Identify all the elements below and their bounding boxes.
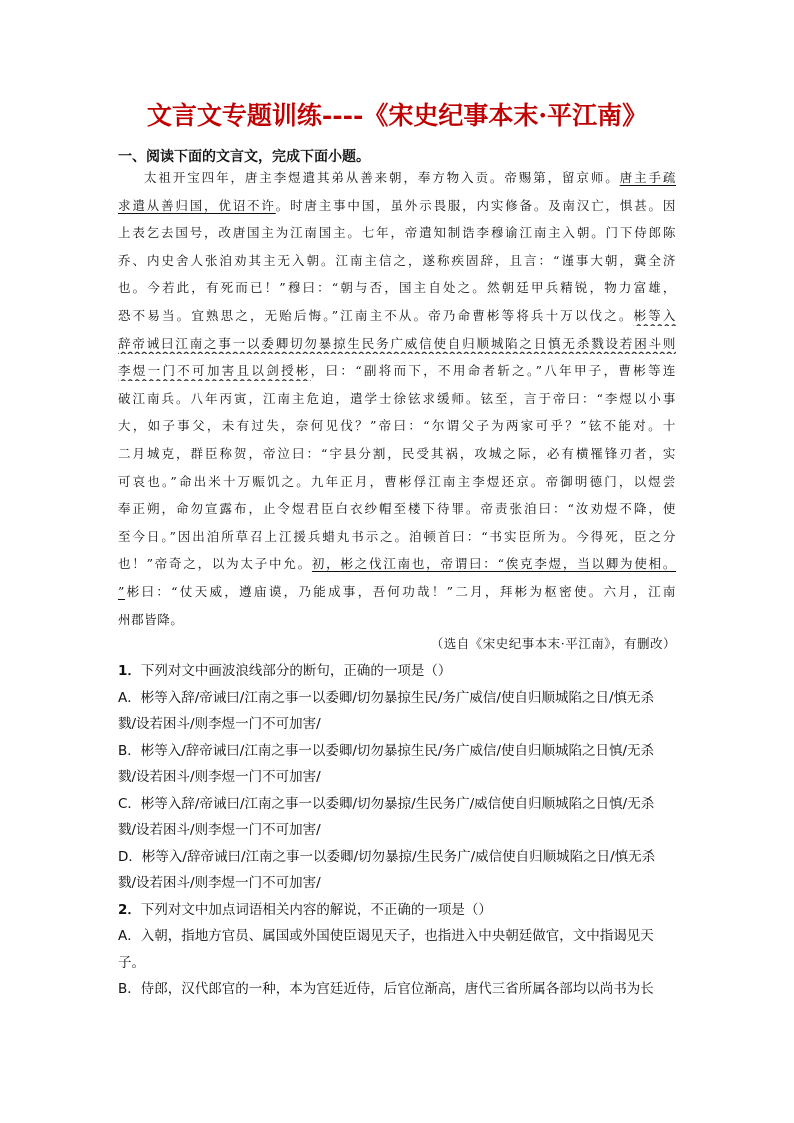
passage-segment: 奉正朔，命勿宣露布，止令煜君臣白衣纱帽至楼下待罪。帝责张洎曰：“汝劝煜不降，使 bbox=[118, 501, 676, 517]
passage-segment: 恐不易当。宜熟思之，无贻后悔。”江南主不从。帝乃命曹彬等将兵十万以伐之。 bbox=[118, 308, 634, 323]
passage-line bbox=[118, 278, 676, 298]
underlined-text: 唐主手疏 bbox=[619, 170, 676, 185]
passage-line bbox=[118, 196, 676, 216]
passage-segment: 至今日。”因出洎所草召上江援兵蜡丸书示之。洎顿首曰：“书实臣所为。今得死，臣之分 bbox=[118, 528, 676, 544]
passage-line bbox=[118, 361, 676, 381]
passage-line bbox=[118, 416, 676, 436]
option-text: A．彬等入辞/帝诫曰/江南之事一以委卿/切勿暴掠生民/务广威信/使自归顺城陷之日/慎无杀 bbox=[118, 689, 655, 706]
underlined-text: ” bbox=[118, 584, 125, 599]
answer-option-continued bbox=[118, 765, 678, 785]
option-text-continued: 戮/设若困斗/则李煜一门不可加害/ bbox=[118, 769, 321, 785]
question-text: 下列对文中加点词语相关内容的解说，不正确的一项是（） bbox=[140, 901, 492, 918]
passage-line bbox=[118, 306, 676, 326]
question-number: 1． bbox=[118, 663, 141, 679]
wavy-underlined-text: 彬等入 bbox=[633, 308, 676, 323]
option-text-continued: 戮/设若困斗/则李煜一门不可加害/ bbox=[118, 875, 321, 891]
passage-segment: 可哀也。”命出米十万赈饥之。九年正月，曹彬俘江南主李煜还京。帝御明德门，以煜尝 bbox=[118, 473, 676, 489]
question-prompt bbox=[118, 898, 678, 918]
document-title: 文言文专题训练----《宋史纪事本末·平江南》 bbox=[146, 101, 648, 130]
passage-segment: 大，如子事父，未有过失，奈何见伐？”帝曰：“尔谓父子为两家可乎？”铉不能对。十 bbox=[118, 418, 676, 434]
passage-segment: 彬曰：“仗天威，遵庙谟，乃能成事，吾何功哉！”二月，拜彬为枢密使。六月，江南 bbox=[125, 584, 676, 599]
section-heading: 一、阅读下面的文言文，完成下面小题。 bbox=[118, 149, 370, 165]
wavy-underlined-text: 辞帝诫曰江南之事一以委卿切勿暴掠生民务广威信使自归顺城陷之日慎无杀戮设若困斗则 bbox=[118, 335, 676, 351]
option-text-continued: 戮/设若困斗/则李煜一门不可加害/ bbox=[118, 716, 321, 732]
option-text: B．侍郎，汉代郎官的一种，本为宫廷近侍，后官位渐高，唐代三省所属各部均以尚书为长 bbox=[118, 981, 654, 997]
option-text-continued: 子。 bbox=[118, 954, 145, 971]
passage-line bbox=[144, 168, 676, 188]
passage-segment: 。时唐主事中国，虽外示畏服，内实修备。及南汉亡，惧甚。因 bbox=[275, 197, 676, 213]
passage-line bbox=[118, 527, 676, 547]
passage-line bbox=[118, 499, 676, 519]
answer-option bbox=[118, 977, 678, 997]
answer-option-continued bbox=[118, 712, 678, 732]
question-text: 下列对文中画波浪线部分的断句，正确的一项是（） bbox=[140, 663, 452, 679]
passage-line bbox=[118, 334, 676, 354]
answer-option bbox=[118, 924, 678, 944]
answer-option-continued bbox=[118, 818, 678, 838]
passage-line bbox=[118, 554, 676, 574]
wavy-underlined-text: 李煜一门不可加害且以剑授彬 bbox=[118, 363, 311, 379]
question-prompt bbox=[118, 659, 678, 679]
answer-option bbox=[118, 845, 678, 865]
underlined-text: 初，彬之伐江南也，帝谓曰：“俟克李煜，当以卿为使相。 bbox=[311, 556, 676, 572]
answer-option bbox=[118, 686, 678, 706]
option-text: A．入朝，指地方官员、属国或外国使臣谒见天子，也指进入中央朝廷做官，文中指谒见天 bbox=[118, 928, 654, 944]
passage-line bbox=[118, 610, 676, 630]
passage-segment: 州郡皆降。 bbox=[118, 611, 184, 627]
underlined-text: 求遣从善归国，优诏不许 bbox=[118, 197, 276, 213]
passage-line bbox=[118, 472, 676, 492]
passage-line bbox=[118, 444, 676, 464]
option-text: D．彬等入/辞帝诫曰/江南之事一以委卿/切勿暴掠/生民务广/威信使自归顺城陷之日/慎无杀 bbox=[118, 848, 656, 865]
answer-option bbox=[118, 792, 678, 812]
passage-segment: 二月城克，群臣称贺，帝泣曰：“宇县分割，民受其祸，攻城之际，必有横罹锋刃者，实 bbox=[118, 446, 676, 461]
option-text: B．彬等入/辞帝诫曰/江南之事一以委卿/切勿暴掠生民/务广威信/使自归顺城陷之日慎/无杀 bbox=[118, 742, 655, 759]
passage-line bbox=[118, 223, 676, 243]
passage-segment: 也！”帝奇之，以为太子中允。 bbox=[118, 556, 312, 572]
passage-line bbox=[118, 389, 676, 409]
option-text: C．彬等入辞/帝诫曰/江南之事一以委卿/切勿暴掠/生民务广/威信使自归顺城陷之日慎/无杀 bbox=[118, 795, 655, 812]
answer-option-continued bbox=[118, 871, 678, 891]
passage-segment: 也。今若此，有死而已！”穆曰：“朝与否，国主自处之。然朝廷甲兵精锐，物力富雄， bbox=[118, 280, 676, 296]
passage-segment: ，曰：“副将而下，不用命者斩之。”八年甲子，曹彬等连 bbox=[310, 363, 676, 379]
answer-option-continued bbox=[118, 951, 678, 971]
question-number: 2． bbox=[118, 901, 141, 918]
passage-line bbox=[118, 251, 676, 271]
passage-segment: 乔、内史舍人张洎劝其主无入朝。江南主信之，遂称疾固辞，且言：“谨事大朝，冀全济 bbox=[118, 252, 676, 268]
passage-segment: 破江南兵。八年丙寅，江南主危迫，遣学士徐铉求缓师。铉至，言于帝曰：“李煜以小事 bbox=[118, 390, 676, 406]
passage-source: （选自《宋史纪事本末·平江南》，有删改） bbox=[430, 636, 676, 651]
option-text-continued: 戮/设若困斗/则李煜一门不可加害/ bbox=[118, 822, 321, 838]
answer-option bbox=[118, 739, 678, 759]
passage-segment: 太祖开宝四年，唐主李煜遣其弟从善来朝，奉方物入贡。帝赐第，留京师。 bbox=[144, 170, 620, 185]
passage-line bbox=[118, 582, 676, 602]
passage-segment: 上表乞去国号，改唐国主为江南国主。七年，帝遣知制诰李穆谕江南主入朝。门下侍郎陈 bbox=[118, 225, 676, 241]
